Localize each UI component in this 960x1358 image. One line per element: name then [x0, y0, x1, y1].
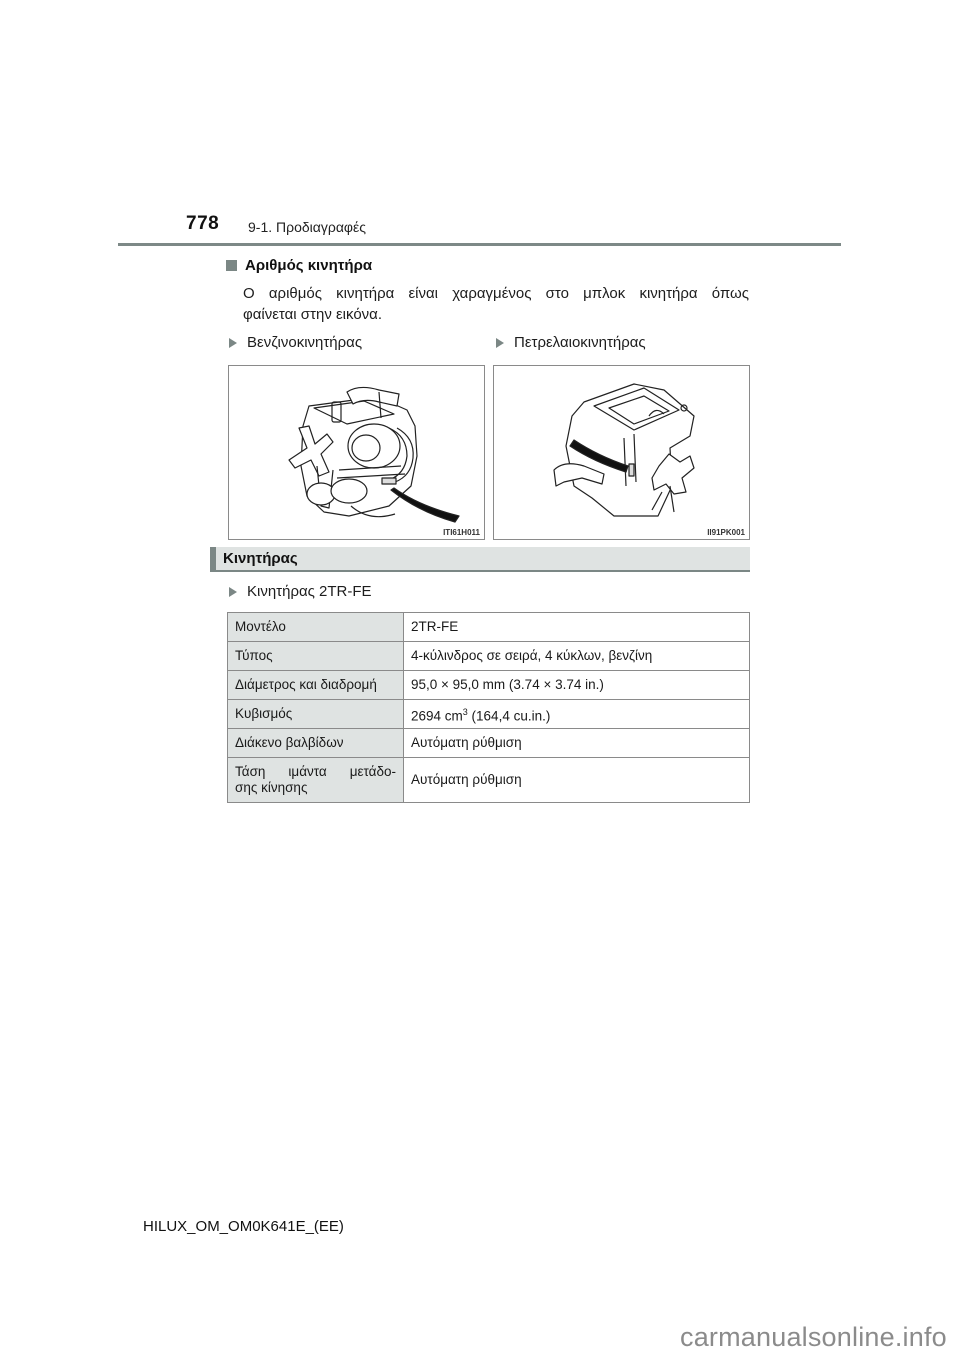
spec-value: 2TR-FE: [404, 613, 750, 642]
spec-value: Αυτόματη ρύθμιση: [404, 729, 750, 758]
engine-subtitle: [229, 583, 372, 600]
table-row: [228, 671, 750, 700]
table-row: [228, 613, 750, 642]
spec-value: 95,0 × 95,0 mm (3.74 × 3.74 in.): [404, 671, 750, 700]
table-row: [228, 758, 750, 803]
square-bullet-icon: [226, 260, 237, 271]
spec-key: Μοντέλο: [228, 613, 404, 642]
figure-code: ITI61H011: [443, 528, 480, 537]
spec-value-main: 2694 cm: [411, 708, 463, 724]
diesel-engine-figure: [493, 365, 750, 540]
spec-key-line-1: Τάση ιμάντα μετάδο-: [235, 764, 396, 779]
engine-section-header: [210, 547, 750, 572]
paragraph-line-1: Ο αριθμός κινητήρα είναι χαραγμένος στο μπλοκ κινητήρα όπως: [243, 285, 749, 302]
document-code: HILUX_OM_OM0K641E_(EE): [143, 1218, 344, 1235]
spec-key: Τύπος: [228, 642, 404, 671]
section-accent-bar: [210, 547, 216, 570]
engine-section-title: Κινητήρας: [223, 550, 298, 567]
triangle-bullet-icon: [229, 338, 237, 348]
table-row: [228, 729, 750, 758]
triangle-bullet-icon: [496, 338, 504, 348]
page-number: 778: [186, 213, 220, 234]
spec-value: [404, 700, 750, 729]
figure-code: II91PK001: [707, 528, 745, 537]
petrol-engine-figure: [228, 365, 485, 540]
variant-diesel: [496, 334, 646, 351]
section-paragraph: [243, 283, 749, 325]
variant-diesel-label: Πετρελαιοκινητήρας: [514, 334, 646, 351]
variant-petrol-label: Βενζινοκινητήρας: [247, 334, 363, 351]
section-heading-text: Αριθμός κινητήρα: [245, 257, 373, 274]
variant-petrol: [229, 334, 362, 351]
spec-key: [228, 758, 404, 803]
spec-value-suffix: (164,4 cu.in.): [467, 708, 551, 724]
spec-key: Διάκενο βαλβίδων: [228, 729, 404, 758]
spec-key: Διάμετρος και διαδρομή: [228, 671, 404, 700]
engine-spec-table: [227, 612, 750, 803]
engine-subtitle-text: Κινητήρας 2TR-FE: [247, 583, 372, 600]
table-row: [228, 642, 750, 671]
spec-value: 4-κύλινδρος σε σειρά, 4 κύκλων, βενζίνη: [404, 642, 750, 671]
diesel-engine-illustration-icon: [494, 366, 751, 541]
section-heading: [226, 257, 372, 274]
chapter-title: 9-1. Προδιαγραφές: [248, 219, 366, 235]
table-row: [228, 700, 750, 729]
petrol-engine-illustration-icon: [229, 366, 486, 541]
spec-value-superscript: 3: [462, 706, 468, 717]
header-divider: [118, 243, 841, 246]
spec-value: Αυτόματη ρύθμιση: [404, 758, 750, 803]
spec-key-line-2: σης κίνησης: [235, 780, 308, 795]
watermark: carmanualsonline.info: [680, 1322, 947, 1352]
spec-key: Κυβισμός: [228, 700, 404, 729]
triangle-bullet-icon: [229, 587, 237, 597]
paragraph-line-2: φαίνεται στην εικόνα.: [243, 306, 383, 323]
